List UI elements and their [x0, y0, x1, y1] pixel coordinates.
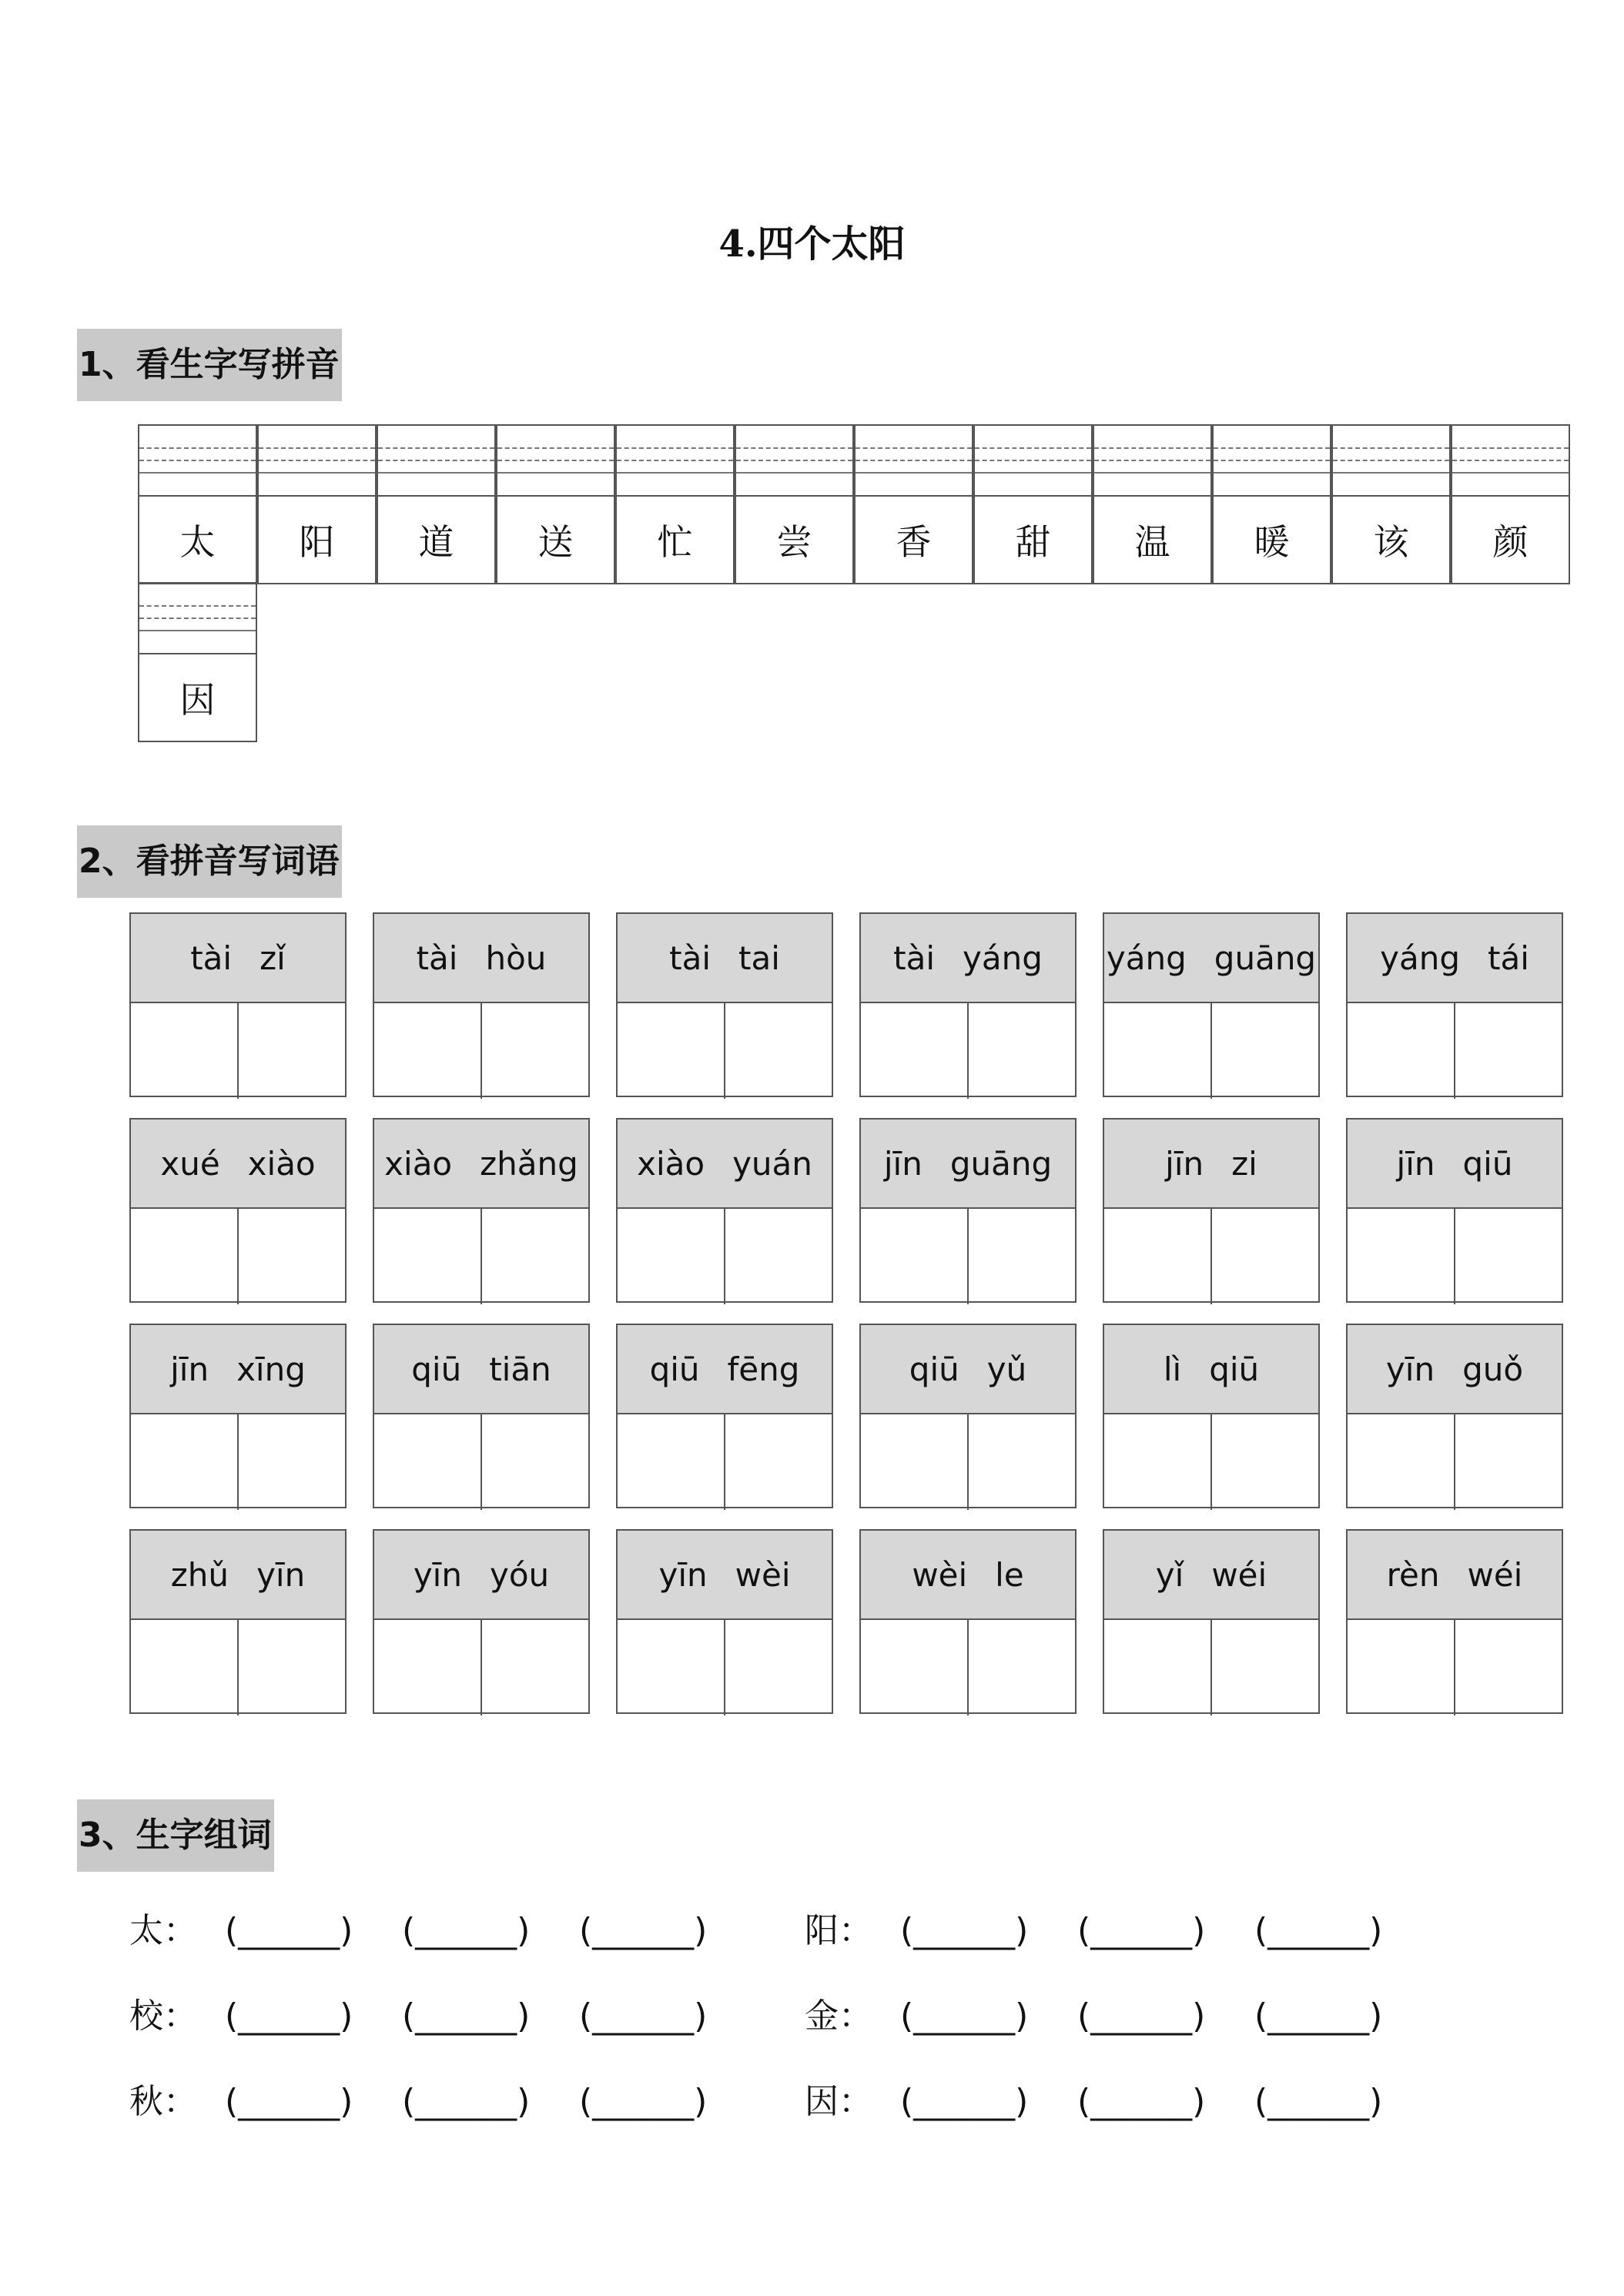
- pinyin-syllable: qiū: [649, 1350, 700, 1388]
- word-pinyin: [131, 914, 345, 1003]
- char-write-cell[interactable]: [1104, 1209, 1210, 1304]
- guide-line: [1094, 472, 1210, 474]
- char-write-cell[interactable]: [967, 1620, 1075, 1715]
- write-area: [1348, 1209, 1562, 1304]
- pinyin-syllable: wéi: [1211, 1555, 1267, 1594]
- guide-line: [378, 460, 494, 461]
- write-area: [1104, 1414, 1318, 1510]
- guide-line: [856, 447, 972, 449]
- char-write-cell[interactable]: [1210, 1209, 1318, 1304]
- word-pinyin: [861, 914, 1075, 1003]
- guide-line: [975, 472, 1091, 474]
- char-write-cell[interactable]: [618, 1003, 724, 1099]
- word-pinyin: [131, 1120, 345, 1209]
- char-write-cell[interactable]: [967, 1209, 1075, 1304]
- word-pinyin: [1348, 1325, 1562, 1414]
- char-write-cell[interactable]: [131, 1209, 237, 1304]
- char-write-cell[interactable]: [1454, 1620, 1562, 1715]
- pinyin-syllable: tái: [1488, 939, 1529, 977]
- char-write-cell[interactable]: [1454, 1414, 1562, 1510]
- pinyin-syllable: tiān: [489, 1350, 551, 1388]
- char-write-cell[interactable]: [1210, 1414, 1318, 1510]
- guide-line: [1094, 460, 1210, 461]
- guide-line: [1452, 447, 1569, 449]
- hanzi-char: 温: [1134, 521, 1170, 563]
- char-cell: [735, 424, 854, 584]
- char-write-cell[interactable]: [1210, 1620, 1318, 1715]
- word-blank[interactable]: (______): [1254, 1911, 1383, 1950]
- word-box: [859, 912, 1077, 1097]
- char-write-cell[interactable]: [374, 1209, 481, 1304]
- section-2-heading: 2、看拼音写词语: [77, 825, 342, 898]
- char-cell: [973, 424, 1093, 584]
- guide-line: [139, 447, 256, 449]
- pinyin-syllable: fēng: [727, 1350, 800, 1388]
- guide-line: [975, 460, 1091, 461]
- char-write-cell[interactable]: [967, 1414, 1075, 1510]
- char-write-cell[interactable]: [1348, 1414, 1454, 1510]
- char-write-cell[interactable]: [618, 1620, 724, 1715]
- word-box: [373, 1324, 590, 1508]
- pinyin-syllable: tài: [190, 939, 233, 977]
- pinyin-syllable: yǔ: [986, 1350, 1027, 1388]
- hanzi-char: 香: [896, 521, 932, 563]
- pinyin-word-grid: [129, 912, 1563, 1714]
- hanzi-char: 送: [537, 521, 574, 563]
- pinyin-syllable: jīn: [170, 1350, 209, 1388]
- word-blank[interactable]: (______): [402, 1911, 531, 1950]
- word-pinyin: [1104, 914, 1318, 1003]
- pinyin-syllable: xiào: [384, 1144, 453, 1183]
- char-cell: [615, 424, 735, 584]
- char-write-cell[interactable]: [131, 1620, 237, 1715]
- guide-line: [139, 460, 256, 461]
- char-write-cell[interactable]: [481, 1414, 588, 1510]
- word-pinyin: [1348, 914, 1562, 1003]
- pinyin-write-area[interactable]: [736, 426, 852, 497]
- char-write-cell[interactable]: [724, 1003, 832, 1099]
- write-area: [1348, 1620, 1562, 1715]
- pinyin-syllable: yǐ: [1155, 1555, 1184, 1594]
- word-blank[interactable]: (______): [900, 1996, 1029, 2036]
- word-box: [859, 1118, 1077, 1303]
- word-pinyin: [618, 1531, 832, 1620]
- write-area: [618, 1003, 832, 1099]
- char-write-cell[interactable]: [1348, 1620, 1454, 1715]
- char-write-cell[interactable]: [724, 1414, 832, 1510]
- char-write-cell[interactable]: [237, 1620, 345, 1715]
- compose-char: 秋：: [129, 2082, 197, 2121]
- compose-row-left: [129, 1908, 756, 1954]
- pinyin-syllable: tài: [893, 939, 935, 977]
- char-cell: [1212, 424, 1331, 584]
- guide-line: [736, 460, 852, 461]
- word-box: [129, 1529, 347, 1714]
- word-box: [616, 912, 833, 1097]
- char-write-cell[interactable]: [1454, 1003, 1562, 1099]
- word-blank[interactable]: (______): [1077, 1911, 1206, 1950]
- compose-char: 阳：: [805, 1911, 872, 1950]
- word-pinyin: [374, 1325, 588, 1414]
- char-write-cell[interactable]: [131, 1003, 237, 1099]
- pinyin-syllable: xīng: [236, 1350, 306, 1388]
- word-box: [859, 1324, 1077, 1508]
- write-area: [1104, 1209, 1318, 1304]
- guide-line: [617, 460, 733, 461]
- char-write-cell[interactable]: [861, 1414, 967, 1510]
- hanzi-char: 暖: [1254, 521, 1290, 563]
- guide-line: [378, 472, 494, 474]
- pinyin-write-area[interactable]: [1094, 426, 1210, 497]
- pinyin-write-area[interactable]: [1452, 426, 1569, 497]
- write-area: [374, 1414, 588, 1510]
- char-write-cell[interactable]: [861, 1003, 967, 1099]
- pinyin-write-area[interactable]: [259, 426, 375, 497]
- pinyin-syllable: yīn: [658, 1555, 708, 1594]
- guide-line: [497, 460, 614, 461]
- word-blank[interactable]: (______): [225, 2082, 353, 2121]
- hanzi-char: 颜: [1492, 521, 1529, 563]
- pinyin-syllable: tài: [669, 939, 711, 977]
- guide-line: [1214, 460, 1330, 461]
- word-pinyin: [1348, 1531, 1562, 1620]
- word-box: [129, 1324, 347, 1508]
- word-pinyin: [131, 1531, 345, 1620]
- word-pinyin: [618, 1325, 832, 1414]
- char-write-cell[interactable]: [1104, 1620, 1210, 1715]
- word-box: [373, 1529, 590, 1714]
- pinyin-syllable: yīn: [256, 1555, 306, 1594]
- word-pinyin: [374, 1531, 588, 1620]
- hanzi-char: 道: [418, 521, 454, 563]
- pinyin-syllable: zǐ: [260, 939, 286, 977]
- word-pinyin: [1104, 1325, 1318, 1414]
- char-write-cell[interactable]: [1104, 1414, 1210, 1510]
- pinyin-syllable: xué: [160, 1144, 220, 1183]
- compose-char: 校：: [129, 1996, 197, 2036]
- guide-line: [1452, 472, 1569, 474]
- guide-line: [856, 460, 972, 461]
- char-cell: [1093, 424, 1212, 584]
- word-pinyin: [618, 1120, 832, 1209]
- compose-row-right: [805, 1993, 1431, 2040]
- char-write-cell[interactable]: [861, 1209, 967, 1304]
- char-write-cell[interactable]: [724, 1620, 832, 1715]
- write-area: [131, 1414, 345, 1510]
- pinyin-write-area[interactable]: [378, 426, 494, 497]
- char-write-cell[interactable]: [967, 1003, 1075, 1099]
- guide-line: [259, 460, 375, 461]
- word-box: [1103, 1118, 1320, 1303]
- guide-line: [1333, 460, 1449, 461]
- char-write-cell[interactable]: [618, 1209, 724, 1304]
- write-area: [131, 1620, 345, 1715]
- char-write-cell[interactable]: [1104, 1003, 1210, 1099]
- pinyin-write-area[interactable]: [856, 426, 972, 497]
- guide-line: [139, 630, 256, 631]
- word-blank[interactable]: (______): [402, 2082, 531, 2121]
- pinyin-write-area[interactable]: [1333, 426, 1449, 497]
- word-box: [1103, 912, 1320, 1097]
- char-write-cell[interactable]: [237, 1209, 345, 1304]
- word-pinyin: [1104, 1531, 1318, 1620]
- pinyin-syllable: jīn: [883, 1144, 922, 1183]
- write-area: [618, 1620, 832, 1715]
- pinyin-syllable: yuán: [732, 1144, 812, 1183]
- word-box: [1103, 1529, 1320, 1714]
- pinyin-syllable: tai: [738, 939, 780, 977]
- write-area: [1348, 1414, 1562, 1510]
- page-title: 4.四个太阳: [718, 223, 906, 266]
- guide-line: [497, 447, 614, 449]
- char-cell: [1331, 424, 1451, 584]
- word-box: [616, 1324, 833, 1508]
- word-blank[interactable]: (______): [900, 1911, 1029, 1950]
- pinyin-syllable: qiū: [1462, 1144, 1513, 1183]
- guide-line: [736, 447, 852, 449]
- write-area: [131, 1209, 345, 1304]
- char-cell: [496, 424, 615, 584]
- pinyin-syllable: zi: [1231, 1144, 1257, 1183]
- guide-line: [856, 472, 972, 474]
- char-write-cell[interactable]: [237, 1414, 345, 1510]
- word-blank[interactable]: (______): [1254, 2082, 1383, 2121]
- pinyin-syllable: qiū: [909, 1350, 959, 1388]
- compose-row-left: [129, 2079, 756, 2125]
- char-write-cell[interactable]: [481, 1003, 588, 1099]
- guide-line: [736, 472, 852, 474]
- compose-row-right: [805, 2079, 1431, 2125]
- char-write-cell[interactable]: [374, 1414, 481, 1510]
- pinyin-syllable: rèn: [1386, 1555, 1440, 1594]
- char-write-cell[interactable]: [618, 1414, 724, 1510]
- word-box: [1346, 1118, 1563, 1303]
- word-blank[interactable]: (______): [1077, 1996, 1206, 2036]
- write-area: [861, 1414, 1075, 1510]
- word-box: [373, 912, 590, 1097]
- hanzi-char: 该: [1373, 521, 1409, 563]
- guide-line: [259, 472, 375, 474]
- pinyin-syllable: le: [995, 1555, 1024, 1594]
- section-1-heading: 1、看生字写拼音: [77, 329, 342, 401]
- char-write-cell[interactable]: [374, 1003, 481, 1099]
- guide-line: [975, 447, 1091, 449]
- word-blank[interactable]: (______): [225, 1996, 353, 2036]
- write-area: [861, 1003, 1075, 1099]
- word-box: [859, 1529, 1077, 1714]
- guide-line: [1214, 447, 1330, 449]
- char-pinyin-grid-row2: [139, 584, 259, 742]
- word-pinyin: [618, 914, 832, 1003]
- guide-line: [1214, 472, 1330, 474]
- pinyin-syllable: yáng: [1380, 939, 1460, 977]
- char-cell: [854, 424, 973, 584]
- write-area: [618, 1414, 832, 1510]
- char-write-cell[interactable]: [237, 1003, 345, 1099]
- write-area: [374, 1620, 588, 1715]
- pinyin-syllable: hòu: [485, 939, 547, 977]
- hanzi-char: 甜: [1015, 521, 1051, 563]
- pinyin-write-area[interactable]: [975, 426, 1091, 497]
- word-box: [129, 1118, 347, 1303]
- char-cell: [257, 424, 377, 584]
- write-area: [374, 1209, 588, 1304]
- char-cell: [138, 424, 257, 584]
- write-area: [1104, 1620, 1318, 1715]
- pinyin-syllable: guǒ: [1462, 1350, 1524, 1388]
- pinyin-syllable: guāng: [949, 1144, 1053, 1183]
- compose-char: 因：: [805, 2082, 872, 2121]
- char-write-cell[interactable]: [1348, 1209, 1454, 1304]
- write-area: [131, 1003, 345, 1099]
- word-box: [1346, 1529, 1563, 1714]
- pinyin-write-area[interactable]: [497, 426, 614, 497]
- pinyin-syllable: lì: [1163, 1350, 1182, 1388]
- char-write-cell[interactable]: [861, 1620, 967, 1715]
- write-area: [618, 1209, 832, 1304]
- word-blank[interactable]: (______): [579, 1911, 708, 1950]
- word-pinyin: [861, 1531, 1075, 1620]
- guide-line: [1333, 447, 1449, 449]
- hanzi-char: 阳: [299, 521, 335, 563]
- guide-line: [378, 447, 494, 449]
- char-cell: [1451, 424, 1570, 584]
- guide-line: [139, 618, 256, 619]
- word-pinyin: [374, 1120, 588, 1209]
- hanzi-char: 尝: [776, 521, 812, 563]
- pinyin-syllable: wéi: [1467, 1555, 1523, 1594]
- pinyin-syllable: qiū: [411, 1350, 462, 1388]
- compose-row-right: [805, 1908, 1431, 1954]
- char-write-cell[interactable]: [481, 1620, 588, 1715]
- guide-line: [617, 447, 733, 449]
- pinyin-syllable: guāng: [1214, 939, 1317, 977]
- word-blank[interactable]: (______): [1254, 1996, 1383, 2036]
- guide-line: [139, 472, 256, 474]
- section-3-heading: 3、生字组词: [77, 1799, 274, 1872]
- pinyin-write-area[interactable]: [1214, 426, 1330, 497]
- char-cell: [138, 582, 257, 742]
- word-blank[interactable]: (______): [1077, 2082, 1206, 2121]
- guide-line: [1452, 460, 1569, 461]
- word-pinyin: [1348, 1120, 1562, 1209]
- pinyin-syllable: xiào: [637, 1144, 705, 1183]
- guide-line: [259, 447, 375, 449]
- word-box: [1346, 1324, 1563, 1508]
- pinyin-write-area[interactable]: [617, 426, 733, 497]
- write-area: [861, 1209, 1075, 1304]
- write-area: [1104, 1003, 1318, 1099]
- pinyin-syllable: qiū: [1209, 1350, 1260, 1388]
- word-blank[interactable]: (______): [402, 1996, 531, 2036]
- word-box: [1346, 912, 1563, 1097]
- char-write-cell[interactable]: [1454, 1209, 1562, 1304]
- pinyin-write-area[interactable]: [139, 426, 256, 497]
- word-pinyin: [374, 914, 588, 1003]
- guide-line: [1333, 472, 1449, 474]
- hanzi-char: 太: [179, 521, 216, 563]
- pinyin-syllable: xiào: [247, 1144, 316, 1183]
- pinyin-syllable: yīn: [413, 1555, 462, 1594]
- hanzi-char: 忙: [657, 521, 693, 563]
- write-area: [1348, 1003, 1562, 1099]
- pinyin-syllable: jīn: [1165, 1144, 1204, 1183]
- char-write-cell[interactable]: [374, 1620, 481, 1715]
- char-write-cell[interactable]: [131, 1414, 237, 1510]
- compose-char: 金：: [805, 1996, 872, 2036]
- word-box: [1103, 1324, 1320, 1508]
- word-pinyin: [1104, 1120, 1318, 1209]
- word-box: [129, 912, 347, 1097]
- word-blank[interactable]: (______): [900, 2082, 1029, 2121]
- word-pinyin: [861, 1325, 1075, 1414]
- char-write-cell[interactable]: [724, 1209, 832, 1304]
- guide-line: [617, 472, 733, 474]
- pinyin-syllable: yáng: [1106, 939, 1187, 977]
- word-box: [616, 1118, 833, 1303]
- char-write-cell[interactable]: [1348, 1003, 1454, 1099]
- char-write-cell[interactable]: [481, 1209, 588, 1304]
- guide-line: [139, 605, 256, 607]
- pinyin-syllable: yóu: [489, 1555, 550, 1594]
- word-blank[interactable]: (______): [579, 1996, 708, 2036]
- pinyin-syllable: zhǎng: [480, 1144, 578, 1183]
- pinyin-syllable: zhǔ: [170, 1555, 229, 1594]
- compose-char: 太：: [129, 1911, 197, 1950]
- compose-row-left: [129, 1993, 756, 2040]
- write-area: [861, 1620, 1075, 1715]
- pinyin-syllable: wèi: [735, 1555, 791, 1594]
- word-box: [373, 1118, 590, 1303]
- word-box: [616, 1529, 833, 1714]
- word-pinyin: [131, 1325, 345, 1414]
- pinyin-syllable: yáng: [963, 939, 1043, 977]
- pinyin-syllable: jīn: [1396, 1144, 1435, 1183]
- word-pinyin: [861, 1120, 1075, 1209]
- word-blank[interactable]: (______): [225, 1911, 353, 1950]
- char-cell: [377, 424, 496, 584]
- write-area: [374, 1003, 588, 1099]
- pinyin-syllable: tài: [416, 939, 458, 977]
- pinyin-syllable: wèi: [912, 1555, 968, 1594]
- guide-line: [497, 472, 614, 474]
- char-pinyin-grid: [139, 426, 1572, 584]
- char-write-cell[interactable]: [1210, 1003, 1318, 1099]
- guide-line: [1094, 447, 1210, 449]
- hanzi-char: 因: [179, 679, 216, 721]
- pinyin-write-area[interactable]: [139, 584, 256, 654]
- word-blank[interactable]: (______): [579, 2082, 708, 2121]
- pinyin-syllable: yīn: [1385, 1350, 1435, 1388]
